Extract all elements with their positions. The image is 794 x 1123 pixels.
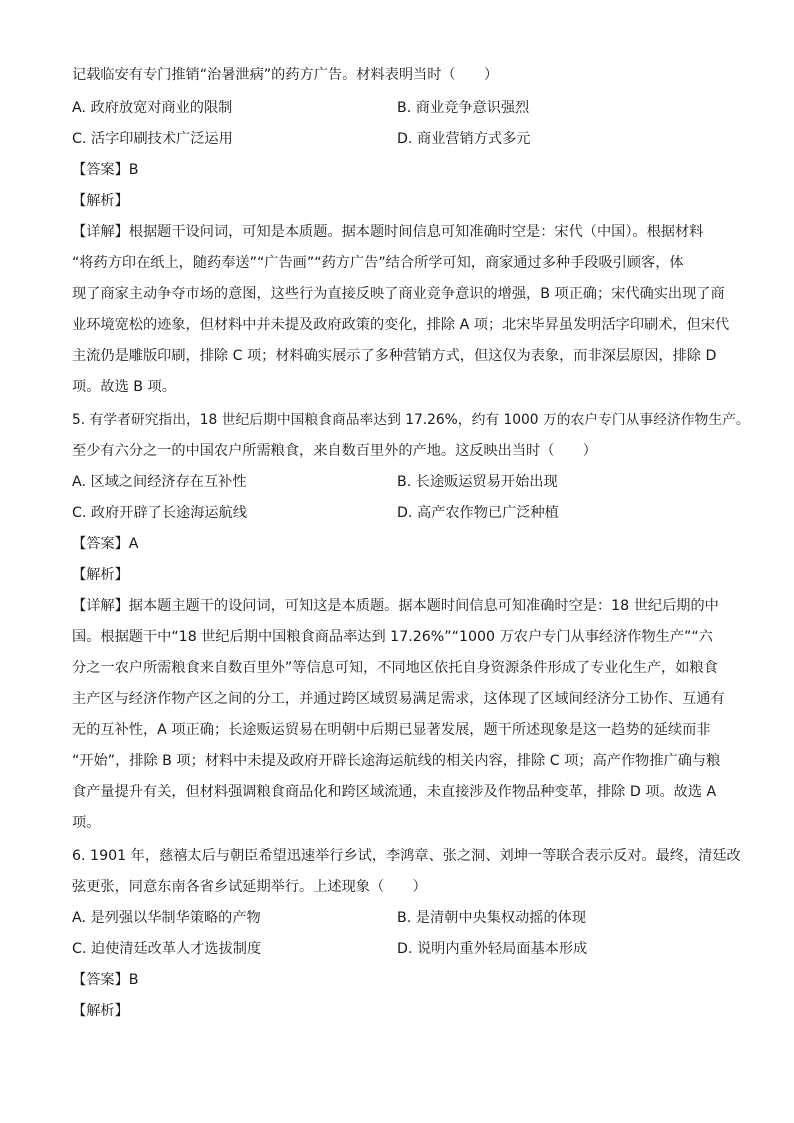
q4-option-a: A. 政府放宽对商业的限制 (72, 100, 233, 116)
q5-answer: 【答案】A (72, 536, 139, 552)
q5-detail-line: 分之一农户所需粮食来自数百里外”等信息可知，不同地区依托自身资源条件形成了专业化生产，如粮食 (72, 660, 718, 676)
q5-detail-line: 食产量提升有关，但材料强调粮食商品化和跨区域流通，未直接涉及作物品种变革，排除 D 项。故选 A (72, 784, 717, 800)
q5-option-b: B. 长途贩运贸易开始出现 (397, 474, 558, 490)
q4-detail-line: 项。故选 B 项。 (72, 379, 176, 395)
q6-stem-line: 6. 1901 年，慈禧太后与朝臣希望迅速举行乡试，李鸿章、张之洞、刘坤一等联合表示反对。最终，清廷改 (72, 848, 741, 864)
q4-option-b: B. 商业竞争意识强烈 (397, 100, 530, 116)
q6-option-c: C. 迫使清廷改革人才选拔制度 (72, 941, 262, 957)
q4-detail-line: 现了商家主动争夺市场的意图，这些行为直接反映了商业竞争意识的增强，B 项正确；宋代确实出现了商 (72, 286, 725, 302)
q5-detail-line: 主产区与经济作物产区之间的分工，并通过跨区域贸易满足需求，这体现了区域间经济分工协作、互通有 (72, 691, 725, 707)
q6-option-a: A. 是列强以华制华策略的产物 (72, 910, 261, 926)
q4-stem-tail: 记载临安有专门推销“治暑泄病”的药方广告。材料表明当时（ ） (72, 67, 499, 83)
q4-detail-line: “将药方印在纸上，随药奉送”“广告画”“药方广告”结合所学可知，商家通过多种手段吸引顾客，体 (72, 255, 684, 271)
q4-answer: 【答案】B (72, 162, 139, 178)
q4-detail-line: 主流仍是雕版印刷，排除 C 项；材料确实展示了多种营销方式，但这仅为表象，而非深层原因，排除 D (72, 348, 717, 364)
q5-stem-line: 5. 有学者研究指出，18 世纪后期中国粮食商品率达到 17.26%，约有 1000 万的农户专门从事经济作物生产。 (72, 412, 750, 428)
q5-detail-line: 项。 (72, 815, 101, 831)
q5-detail-line: 国。根据题干中“18 世纪后期中国粮食商品率达到 17.26%”“1000 万农户专门从事经济作物生产”“六 (72, 629, 713, 645)
q6-analysis-label: 【解析】 (72, 1003, 129, 1019)
q4-detail-line: 【详解】根据题干设问词，可知是本质题。据本题时间信息可知准确时空是：宋代（中国）。根据材料 (72, 224, 704, 240)
q6-stem-line: 弦更张，同意东南各省乡试延期举行。上述现象（ ） (72, 879, 427, 895)
q5-detail-line: 无的互补性，A 项正确；长途贩运贸易在明朝中后期已显著发展，题干所述现象是这一趋势的延续而非 (72, 722, 711, 738)
q5-detail-line: 【详解】据本题主题干的设问词，可知这是本质题。据本题时间信息可知准确时空是：18 世纪后期的中 (72, 598, 719, 614)
q5-analysis-label: 【解析】 (72, 567, 129, 583)
q5-stem-line: 至少有六分之一的中国农户所需粮食，来自数百里外的产地。这反映出当时（ ） (72, 443, 597, 459)
q6-option-b: B. 是清朝中央集权动摇的体现 (397, 910, 587, 926)
q5-option-d: D. 高产农作物已广泛种植 (397, 505, 559, 521)
q4-detail-line: 业环境宽松的迹象，但材料中并未提及政府政策的变化，排除 A 项；北宋毕昇虽发明活字印刷术，但宋代 (72, 317, 730, 333)
q5-option-c: C. 政府开辟了长途海运航线 (72, 505, 247, 521)
q4-option-d: D. 商业营销方式多元 (397, 131, 531, 147)
q5-option-a: A. 区域之间经济存在互补性 (72, 474, 247, 490)
q4-option-c: C. 活字印刷技术广泛运用 (72, 131, 233, 147)
q6-answer: 【答案】B (72, 972, 139, 988)
q6-option-d: D. 说明内重外轻局面基本形成 (397, 941, 588, 957)
q5-detail-line: “开始”，排除 B 项；材料中未提及政府开辟长途海运航线的相关内容，排除 C 项；高产作物推广确与粮 (72, 753, 721, 769)
q4-analysis-label: 【解析】 (72, 193, 129, 209)
